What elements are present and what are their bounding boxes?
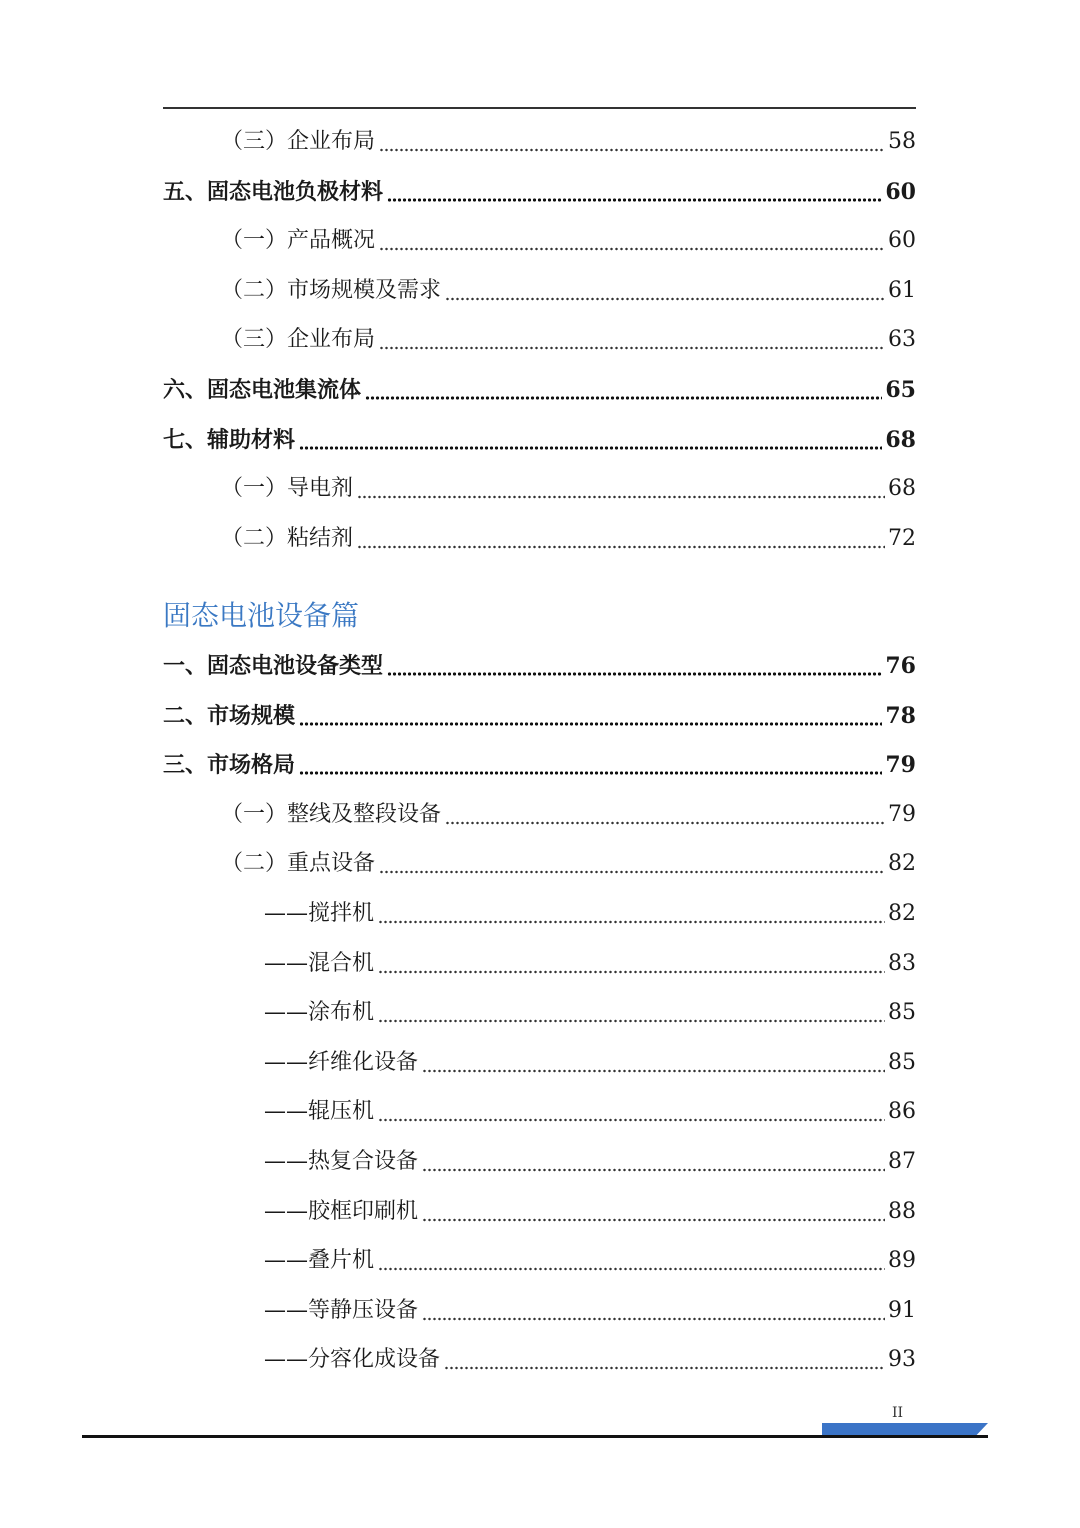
toc-entry[interactable] bbox=[163, 1192, 916, 1226]
toc-leader-dots bbox=[387, 180, 882, 202]
toc-leader-dots bbox=[422, 1051, 885, 1073]
toc-entry[interactable] bbox=[163, 469, 916, 503]
toc-entry-page: 68 bbox=[885, 427, 916, 453]
toc-leader-dots bbox=[378, 1001, 885, 1023]
toc-entry-page: 85 bbox=[888, 1000, 916, 1025]
toc-entry-title: （一）导电剂 bbox=[221, 476, 354, 501]
toc-leader-dots bbox=[357, 527, 885, 549]
toc-entry-title: （二）重点设备 bbox=[221, 851, 376, 876]
toc-entry-title: 七、辅助材料 bbox=[163, 427, 296, 453]
toc-entry[interactable] bbox=[163, 519, 916, 553]
toc-entry-page: 82 bbox=[888, 901, 916, 926]
toc-leader-dots bbox=[365, 378, 882, 400]
toc-entry-title: 一、固态电池设备类型 bbox=[163, 653, 384, 679]
toc-leader-dots bbox=[422, 1150, 885, 1172]
toc-entry-title: 五、固态电池负极材料 bbox=[163, 179, 384, 205]
toc-entry-page: 93 bbox=[888, 1347, 916, 1372]
toc-entry-page: 61 bbox=[888, 278, 916, 303]
toc-entry[interactable] bbox=[163, 1092, 916, 1126]
toc-leader-dots bbox=[422, 1200, 885, 1222]
toc-entry-title: （一）整线及整段设备 bbox=[221, 802, 442, 827]
toc-entry-title: 六、固态电池集流体 bbox=[163, 377, 362, 403]
page-number: II bbox=[892, 1405, 904, 1421]
toc-entry-page: 85 bbox=[888, 1050, 916, 1075]
toc-entry[interactable] bbox=[163, 993, 916, 1027]
toc-leader-dots bbox=[378, 1249, 885, 1271]
toc-entry-title: （三）企业布局 bbox=[221, 327, 376, 352]
toc-leader-dots bbox=[378, 902, 885, 924]
toc-leader-dots bbox=[299, 428, 882, 450]
toc-entry-title: ——纤维化设备 bbox=[264, 1050, 419, 1075]
toc-entry-title: （二）粘结剂 bbox=[221, 526, 354, 551]
toc-entry-title: ——叠片机 bbox=[264, 1248, 375, 1273]
header-rule bbox=[163, 107, 916, 109]
toc-entry-title: 三、市场格局 bbox=[163, 752, 296, 778]
toc-entry[interactable] bbox=[163, 370, 916, 404]
toc-entry-page: 60 bbox=[885, 179, 916, 205]
toc-entry-title: （三）企业布局 bbox=[221, 129, 376, 154]
toc-entry[interactable] bbox=[163, 271, 916, 305]
toc-entry-page: 89 bbox=[888, 1248, 916, 1273]
toc-entry-title: ——搅拌机 bbox=[264, 901, 375, 926]
toc-leader-dots bbox=[445, 803, 885, 825]
toc-entry[interactable] bbox=[163, 1340, 916, 1374]
toc-leader-dots bbox=[299, 753, 882, 775]
toc-entry-page: 82 bbox=[888, 851, 916, 876]
toc-entry[interactable] bbox=[163, 1142, 916, 1176]
toc-entry-page: 76 bbox=[885, 653, 916, 679]
toc-leader-dots bbox=[379, 852, 885, 874]
toc-entry-title: ——等静压设备 bbox=[264, 1298, 419, 1323]
toc-entry-title: ——热复合设备 bbox=[264, 1149, 419, 1174]
toc-leader-dots bbox=[445, 279, 885, 301]
toc-entry-page: 79 bbox=[885, 752, 916, 778]
toc-entry[interactable] bbox=[163, 795, 916, 829]
toc-entry[interactable] bbox=[163, 1241, 916, 1275]
toc-entry[interactable] bbox=[163, 944, 916, 978]
toc-entry[interactable] bbox=[163, 844, 916, 878]
toc-entry-title: 二、市场规模 bbox=[163, 703, 296, 729]
toc-entry-page: 79 bbox=[888, 802, 916, 827]
toc-entry-page: 88 bbox=[888, 1199, 916, 1224]
toc-entry-page: 86 bbox=[888, 1099, 916, 1124]
toc-entry-page: 83 bbox=[888, 951, 916, 976]
toc-entry-title: ——辊压机 bbox=[264, 1099, 375, 1124]
toc-entry-title: ——混合机 bbox=[264, 951, 375, 976]
toc-entry-page: 63 bbox=[888, 327, 916, 352]
toc-entry-page: 60 bbox=[888, 228, 916, 253]
toc-entry[interactable] bbox=[163, 745, 916, 779]
toc-leader-dots bbox=[387, 654, 882, 676]
toc-entry[interactable] bbox=[163, 646, 916, 680]
footer-rule bbox=[82, 1435, 988, 1438]
toc-entry[interactable] bbox=[163, 122, 916, 156]
toc-entry[interactable] bbox=[163, 696, 916, 730]
toc-entry-title: ——胶框印刷机 bbox=[264, 1199, 419, 1224]
toc-entry[interactable] bbox=[163, 1043, 916, 1077]
toc-entry-page: 58 bbox=[888, 129, 916, 154]
toc-leader-dots bbox=[299, 704, 882, 726]
toc-entry-title: ——分容化成设备 bbox=[264, 1347, 441, 1372]
toc-leader-dots bbox=[379, 229, 885, 251]
toc-entry-title: （二）市场规模及需求 bbox=[221, 278, 442, 303]
toc-leader-dots bbox=[378, 1100, 885, 1122]
toc-entry[interactable] bbox=[163, 1291, 916, 1325]
toc-entry-page: 65 bbox=[885, 377, 916, 403]
toc-entry[interactable] bbox=[163, 420, 916, 454]
toc-entry-page: 72 bbox=[888, 526, 916, 551]
toc-entry[interactable] bbox=[163, 320, 916, 354]
toc-leader-dots bbox=[444, 1348, 885, 1370]
toc-entry-page: 87 bbox=[888, 1149, 916, 1174]
toc-entry[interactable] bbox=[163, 172, 916, 206]
toc-leader-dots bbox=[422, 1299, 885, 1321]
toc-entry-page: 78 bbox=[885, 703, 916, 729]
toc-entry-page: 91 bbox=[888, 1298, 916, 1323]
toc-leader-dots bbox=[379, 130, 885, 152]
toc-leader-dots bbox=[379, 328, 885, 350]
toc-leader-dots bbox=[357, 477, 885, 499]
toc-entry-title: ——涂布机 bbox=[264, 1000, 375, 1025]
toc-entry[interactable] bbox=[163, 221, 916, 255]
toc-entry-title: （一）产品概况 bbox=[221, 228, 376, 253]
toc-leader-dots bbox=[378, 952, 885, 974]
toc-entry[interactable] bbox=[163, 894, 916, 928]
toc-entry-page: 68 bbox=[888, 476, 916, 501]
section-title: 固态电池设备篇 bbox=[163, 599, 360, 632]
